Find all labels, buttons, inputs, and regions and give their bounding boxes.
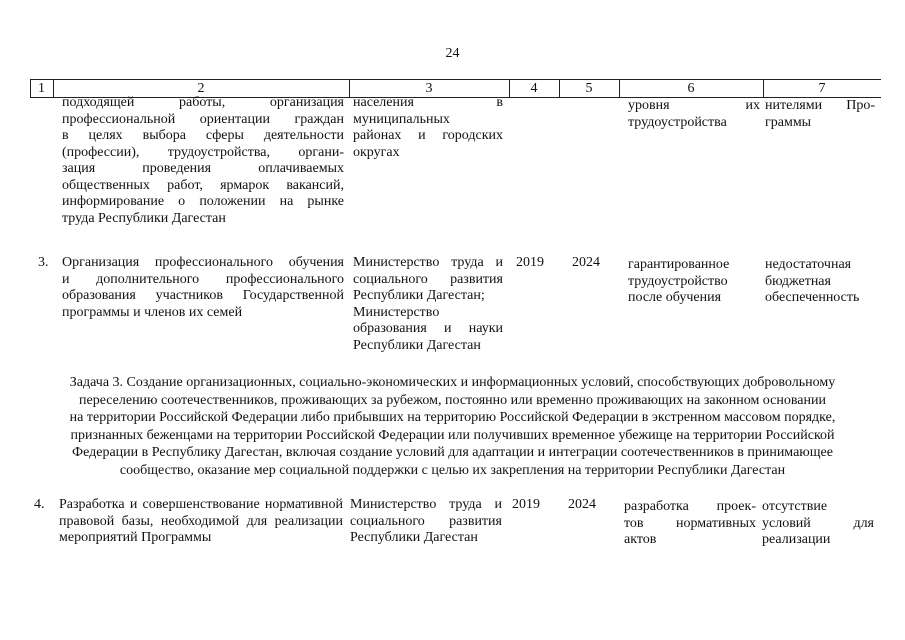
page-number: 24 xyxy=(445,46,460,61)
continued-row-executor: населения в муниципальных районах и городских округах xyxy=(353,95,503,160)
continued-row-activity: подходящей работы, организация профессиональной ориентации граждан в целях выбора сферы деятельности (профессии), трудоустройства, органи- зация проведения оплачиваемых общественных работ, ярмарок вакансий, информирование о положении на рынке труда Республики Дагестан xyxy=(62,95,344,226)
row-3-result: гарантированное трудоустройство после обучения xyxy=(628,257,730,305)
row-3-start-year: 2019 xyxy=(516,255,544,270)
row-4-end-year: 2024 xyxy=(568,497,596,512)
continued-row-risk: нителями Про- граммы xyxy=(765,98,875,130)
row-3-executor: Министерство труда и социального развития Республики Дагестан; Министерство образования и науки Республики Дагестан xyxy=(353,255,503,353)
continued-row-result: уровня их трудоустройства xyxy=(628,98,760,130)
header-col-2: 2 xyxy=(197,81,205,96)
header-col-1: 1 xyxy=(38,81,45,96)
row-4-executor: Министерство труда и социального развития Республики Дагестан xyxy=(350,497,502,545)
row-3-number: 3. xyxy=(38,255,49,270)
task-3-heading: Задача 3. Создание организационных, социально-экономических и информационных условий, способствующих добровольному переселению соотечественников, проживающих за рубежом, постоянно или временно проживающих на законном основании на территории Российской Федерации либо прибывших на территорию Российской Федерации в экстренном массовом порядке, признанных беженцами на территории Российской Федерации или получивших временное убежище на территории Российской Федерации в Республику Дагестан, включая создание условий для адаптации и интеграции соотечественников в принимающее сообщество, оказание мер социальной поддержки с целью их закрепления на территории Республики Дагестан xyxy=(69,375,836,478)
header-col-3: 3 xyxy=(425,81,433,96)
row-4-activity: Разработка и совершенствование нормативной правовой базы, необходимой для реализации мероприятий Программы xyxy=(59,497,343,545)
row-3-end-year: 2024 xyxy=(572,255,600,270)
row-3-activity: Организация профессионального обучения и дополнительного профессионального образования участников Государственной программы и членов их семей xyxy=(62,255,344,320)
header-col-5: 5 xyxy=(585,81,593,96)
header-col-7: 7 xyxy=(818,81,826,96)
row-4-risk: отсутствие условий для реализации xyxy=(762,499,874,547)
header-col-6: 6 xyxy=(687,81,695,96)
row-4-number: 4. xyxy=(34,497,45,512)
header-col-4: 4 xyxy=(530,81,538,96)
row-4-start-year: 2019 xyxy=(512,497,540,512)
row-4-result: разработка проек- тов нормативных актов xyxy=(624,499,756,547)
row-3-risk: недостаточная бюджетная обеспеченность xyxy=(765,257,860,305)
